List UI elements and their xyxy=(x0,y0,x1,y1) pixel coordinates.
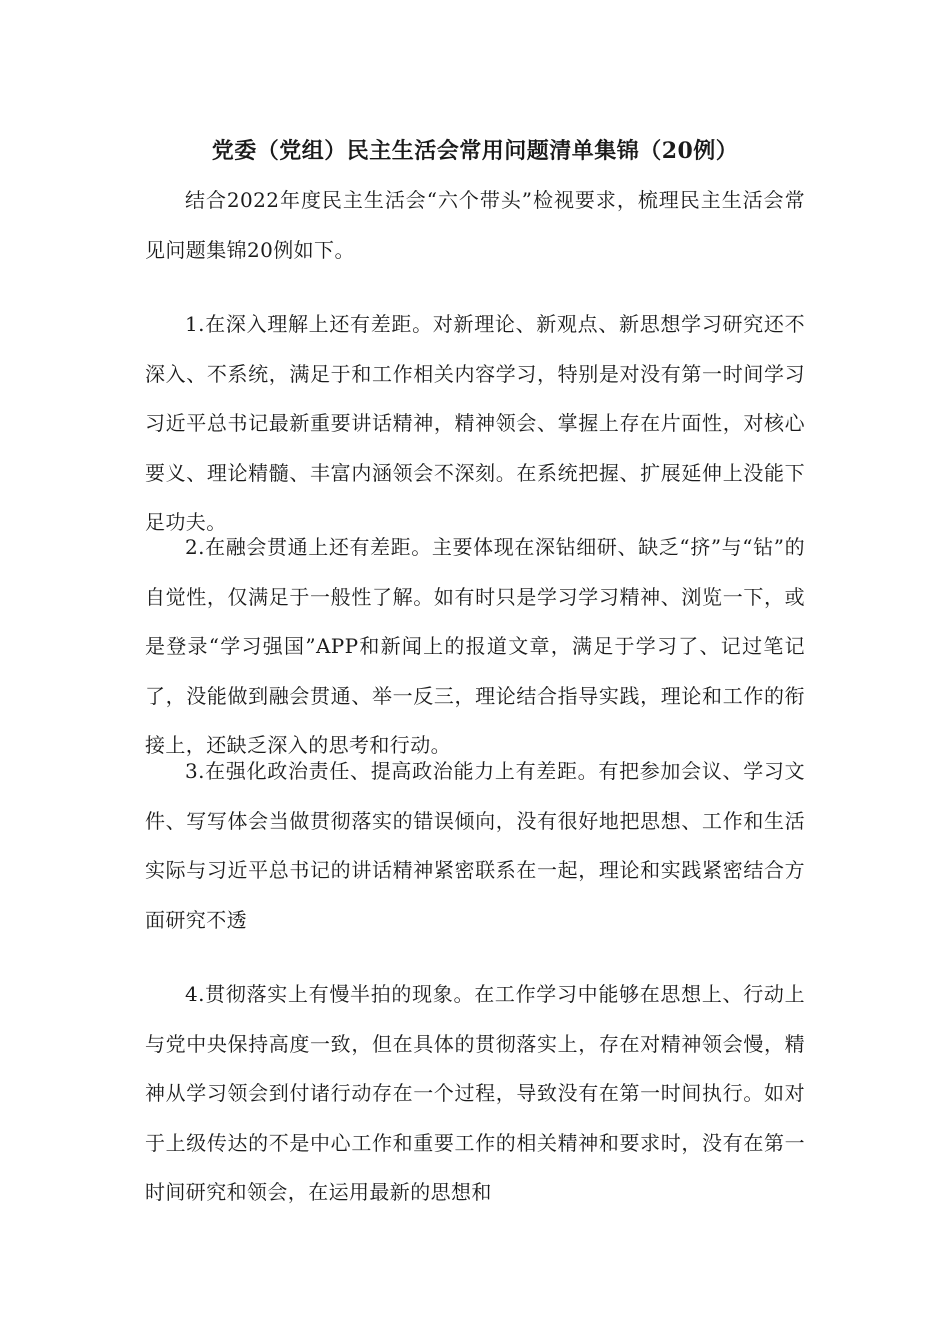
paragraph-item-4: 4.贯彻落实上有慢半拍的现象。在工作学习中能够在思想上、行动上与党中央保持高度一致，但在具体的贯彻落实上，存在对精神领会慢，精神从学习领会到付诸行动存在一个过程，导致没有在第一时间执行。如对于上级传达的不是中心工作和重要工作的相关精神和要求时，没有在第一时间研究和领会，在运用最新的思想和 xyxy=(145,982,805,1205)
paragraph-item-1: 1.在深入理解上还有差距。对新理论、新观点、新思想学习研究还不深入、不系统，满足于和工作相关内容学习，特别是对没有第一时间学习习近平总书记最新重要讲话精神，精神领会、掌握上存在片面性，对核心要义、理论精髓、丰富内涵领会不深刻。在系统把握、扩展延伸上没能下足功夫。 xyxy=(145,312,805,535)
document-title: 党委（党组）民主生活会常用问题清单集锦（20例） xyxy=(211,138,739,164)
intro-paragraph: 结合2022年度民主生活会“六个带头”检视要求，梳理民主生活会常见问题集锦20例如下。 xyxy=(145,188,805,262)
paragraph-item-3: 3.在强化政治责任、提高政治能力上有差距。有把参加会议、学习文件、写写体会当做贯彻落实的错误倾向，没有很好地把思想、工作和生活实际与习近平总书记的讲话精神紧密联系在一起，理论和实践紧密结合方面研究不透 xyxy=(145,759,805,932)
paragraph-item-2: 2.在融会贯通上还有差距。主要体现在深钻细研、缺乏“挤”与“钻”的自觉性，仅满足于一般性了解。如有时只是学习学习精神、浏览一下，或是登录“学习强国”APP和新闻上的报道文章，满足于学习了、记过笔记了，没能做到融会贯通、举一反三，理论结合指导实践，理论和工作的衔接上，还缺乏深入的思考和行动。 xyxy=(145,535,805,758)
